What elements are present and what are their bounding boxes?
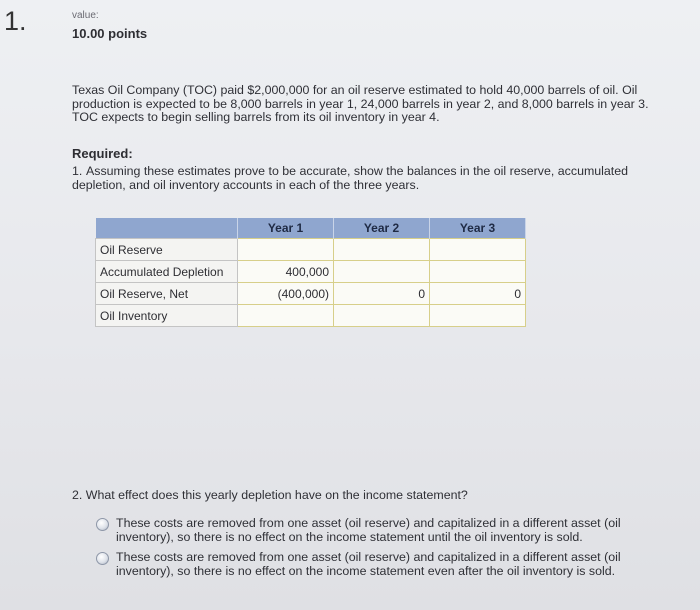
input-accumulated-depletion-year-1[interactable]: 400,000: [238, 261, 334, 283]
problem-text: Texas Oil Company (TOC) paid $2,000,000 for an oil reserve estimated to hold 40,000 barrels of oil. Oil production is expected to be 8,000 barrels in year 1, 24,000 barrels in year 2, and 8,000 barrels in year 3. TOC expects to begin selling barrels from its oil inventory in year 4.: [72, 83, 649, 124]
table-header-blank: [96, 218, 238, 239]
table-header-year-1: Year 1: [238, 218, 334, 239]
table-row: [96, 239, 526, 261]
answer-option-2[interactable]: [96, 551, 636, 578]
input-oil-reserve-net-year-3[interactable]: 0: [430, 283, 526, 305]
input-oil-inventory-year-1[interactable]: [238, 305, 334, 327]
question-2-text: 2. What effect does this yearly depletion have on the income statement?: [72, 488, 468, 502]
row-label-oil-inventory: Oil Inventory: [96, 305, 238, 327]
input-oil-inventory-year-2[interactable]: [334, 305, 430, 327]
table-row: [96, 305, 526, 327]
table-row: [96, 283, 526, 305]
radio-button-2[interactable]: [96, 552, 109, 565]
row-label-oil-reserve-net: Oil Reserve, Net: [96, 283, 238, 305]
answer-option-2-text: These costs are removed from one asset (oil reserve) and capitalized in a different asset (oil inventory), so there is no effect on the income statement even after the oil inventory is sold.: [116, 550, 621, 578]
question-number: 1.: [4, 6, 27, 36]
input-oil-reserve-year-2[interactable]: [334, 239, 430, 261]
table-header-row: [96, 218, 526, 239]
required-item-1-text: Assuming these estimates prove to be accurate, show the balances in the oil reserve, accumulated depletion, and oil inventory accounts in each of the three years.: [72, 164, 629, 192]
points-value: 10.00 points: [72, 26, 148, 41]
table-header-year-3: Year 3: [430, 218, 526, 239]
input-oil-inventory-year-3[interactable]: [430, 305, 526, 327]
table-header-year-2: Year 2: [334, 218, 430, 239]
balances-table: [95, 218, 526, 327]
input-oil-reserve-net-year-2[interactable]: 0: [334, 283, 430, 305]
table-row: [96, 261, 526, 283]
input-oil-reserve-year-1[interactable]: [238, 239, 334, 261]
required-item-1: [72, 164, 672, 192]
input-accumulated-depletion-year-3[interactable]: [430, 261, 526, 283]
row-label-accumulated-depletion: Accumulated Depletion: [96, 261, 238, 283]
answer-option-1[interactable]: [96, 517, 636, 544]
input-oil-reserve-year-3[interactable]: [430, 239, 526, 261]
row-label-oil-reserve: Oil Reserve: [96, 239, 238, 261]
input-oil-reserve-net-year-1[interactable]: (400,000): [238, 283, 334, 305]
required-heading: Required:: [72, 146, 133, 161]
radio-button-1[interactable]: [96, 518, 109, 531]
value-label: value:: [72, 10, 99, 21]
input-accumulated-depletion-year-2[interactable]: [334, 261, 430, 283]
required-item-1-number: 1.: [72, 164, 83, 178]
answer-option-1-text: These costs are removed from one asset (oil reserve) and capitalized in a different asset (oil inventory), so there is no effect on the income statement until the oil inventory is sold.: [116, 516, 621, 544]
